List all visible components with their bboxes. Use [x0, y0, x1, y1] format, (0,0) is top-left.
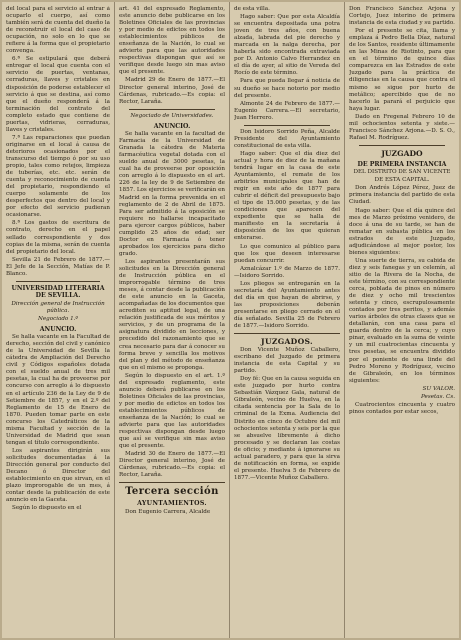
date-line: Aznalcázar 1.º de Marzo de 1877.—Isidoro Sorrido.	[234, 265, 340, 279]
paragraph: Los aspirantes dirigirán sus solicitudes documentadas á la Dirección general por conducto del Decano ó Director del establecimiento en que sirvan, en el plazo improrogable de un mes, á contar desde la publicación de este anuncio en la Gaceta.	[6, 447, 110, 504]
column-3	[234, 6, 340, 634]
paragraph: art. 41 del expresado Reglamento, este anuncio debe publicarse en los Boletines Oficiales de las provincias y por medio de edictos en todos los establecimientos públicos de enseñanza de la Nación, lo cual se advierte para que las autoridades respectivas dispongan que así se verifique desde luego sin mas aviso que el presente.	[119, 6, 225, 76]
paragraph: Don Eugenio Carrera, Alcalde	[125, 508, 211, 515]
section-subheading: Dirección general de Instrucción pública.	[11, 300, 105, 314]
divider	[359, 145, 445, 146]
divider	[16, 281, 100, 282]
column-rule	[344, 2, 345, 638]
section-subheading: Negociado de Universidades.	[130, 112, 214, 119]
date-line: Madrid 30 de Enero de 1877.—El Director general interino, José de Cárdenas, rubricado.—Es copia: el Rector, Laraña.	[119, 451, 225, 479]
announcement-heading: ANUNCIO.	[39, 325, 77, 333]
column-rule	[229, 2, 230, 638]
column-rule	[114, 2, 115, 638]
paragraph: Los aspirantes presentarán sus solicitudes en la Dirección general de Instrucción pública en el improrrogable término de tres meses, á contar desde la publicación de este anuncio en la Gaceta, acompañadas de los documentos que acrediten su aptitud legal, de una relación justificada de sus méritos y servicios, y de un programa de la asignatura dividido en lecciones, y precedido del razonamiento que se crea necesario para dar á conocer su forma breve y sencilla los motivos del plan y del método de enseñanza que en el mismo se proponga.	[119, 258, 225, 371]
paragraph: de esta villa.	[234, 6, 270, 12]
paragraph: Para que pueda llegar á noticia de su dueño se hace notorio por medio del presente.	[234, 78, 340, 99]
newspaper-page	[2, 2, 459, 638]
section-subheading: AYUNTAMIENTOS.	[137, 500, 207, 508]
negociado-label: Negociado 1.º	[37, 315, 79, 322]
section-title: JUZGADO	[381, 148, 423, 158]
section-heading: UNIVERSIDAD LITERARIA DE SEVILLA.	[11, 284, 105, 300]
paragraph: Don Andrés López Pérez, Juez de primera instancia del partido de esta Ciudad.	[349, 185, 455, 206]
paragraph: 8.ª Los gastos de escritura de contrato, derecho en el papel sellado correspondiente y dos copias de la misma, serán de cuenta del propietario del local.	[6, 220, 110, 255]
divider	[244, 125, 330, 126]
section-subheading: DE ESTA CAPITAL.	[374, 177, 430, 184]
value-label: SU VALOR.	[422, 385, 455, 392]
paragraph: Según lo dispuesto en el art. 1.º del expresado reglamento, este anuncio deberá publicarse en los Boletines Oficiales de las provincias, y por medio de edictos en todos los establecimientos públicos de enseñanza de la Nación; lo cual se advierte para que las autoridades respectivas dispongan desde luego que así se verifique sin mas aviso que el presente.	[119, 372, 225, 450]
paragraph: Hago saber: Que por esta Alcaldía se encuentra depositada una potra joven de tres años, con buena alzada, labrada del pie derecho y marcada en la nalga derecha, por haberla sido encontrada extraviada por D. Antonio Calvo Herrandez en el día de ayer, al sitio de Vereda del Rocío de este término.	[234, 14, 340, 77]
date-line: Madrid 29 de Enero de 1877.—El Director general interino, José de Cárdenas, rubricado.—Es copia: el Rector, Laraña.	[119, 77, 225, 105]
section-subheading: DEL DISTRITO DE SAN VICENTE	[353, 169, 451, 176]
paragraph: Cuatrocientos cincuenta y cuatro pinos contados por estar secos,	[349, 401, 455, 415]
date-line: Dado en Fregenal Febrero 10 de mil ochocientos setenta y siete.—Francisco Sánchez Arjona.—D. S. O., Rafael M. Rodríguez.	[349, 113, 455, 141]
paragraph: Una suerte de tierra, su cabida de diez y seis fanegas y un celemín, al sitio de la Rivera de la Nocha, de este término, con su correspondiente cerca, poblada de pinos en número de diez y ocho mil trescientos setenta y cinco, escrupulosamente contados por tres peritos, y además varios árboles de otras clases que se detallarán, con una casa para el guarda dentro de la cerca; y cuyo pinar, evaluado en la suma de veinte y un mil cuatrocientas cincuenta y tres pesetas, se encuentra dividido por el poniente de una linde del Pedro Moreno y Rodríguez, vecino de Gibraleón, en los términos siguientes:	[349, 257, 455, 384]
paragraph: Don Isidoro Sorrido Peña, Alcalde Presidente del Ayuntamiento constitucional de esta villa.	[234, 128, 340, 149]
paragraph: 7.ª Las reparaciones que puedan originarse en el local á causa de deterioros ocasionados por el transcurso del tiempo ó por su uso propio, tales como retejos, limpieza de tuberías, etc. etc. serán de cuenta y reconocimiento de cuenta del propietario, respondiendo el cuerpo solamente de los desperfectos que dentro del local y por efecto del servicio pudieran ocasionarse.	[6, 134, 110, 219]
announcement-heading: ANUNCIO.	[153, 122, 191, 130]
column-4	[349, 6, 455, 634]
divider	[129, 109, 215, 110]
section-title: Tercera sección	[125, 486, 219, 498]
divider	[234, 333, 340, 334]
paragraph: Según lo dispuesto en el	[12, 505, 82, 512]
paragraph: Por el presente se cita, llama y emplaza á Pedro Bella Díaz, natural de los Santos, residente últimamente en las Minas de Riotinto, para que en el término de quince días comparezca en las Estrados de este Juzgado para la práctica de diligencias en la causa que contra el mismo se sigue por hurto de metálico; apercibido que de no hacerlo la parará el perjuicio que haya lugar.	[349, 28, 455, 112]
paragraph: Se halla vacante en la Facultad de derecho, sección del civil y canónico de la Universidad de Sevilla la cátedra de Ampliación del Derecho civil y Códigos españoles dotada con el sueldo anual de tres mil pesetas, la cual ha de proveerse por concurso con arreglo á lo dispuesto en el artículo 236 de la Ley de 9 de Setiembre de 1857, y en el 2.º del Reglamento de 15 de Enero de 1870. Pueden tomar parte en este concurso los Catedráticos de la misma Facultad y sección de la Universidad de Madrid que sean tengan el título correspondiente.	[6, 334, 110, 446]
divider	[119, 482, 225, 483]
paragraph: Hago saber: Que el día diez del actual y hora de diez de la mañana tendrá lugar en la casa de este Ayuntamiento, el remate de los arbitrios municipales que han de regir en este año de 1877 para cubrir el déficit del presupuesto bajo el tipo de 15.000 pesetas, y de las condiciones que aparecen del expediente que se halla de manifiesto en la secretaría á disposición de los que quieran enterarse.	[234, 150, 340, 242]
column-2	[119, 6, 225, 634]
paragraph: del local para el servicio al entrar á ocuparlo el cuerpo, así como también será de cuenta del dueño la de reconstruir el local del caso de ocupación, no solo en lo que se refiere á la forma que el propietario convenga.	[6, 6, 110, 55]
paragraph: Lo que comunico al público para que los que deseen interesarse puedan concurrir.	[234, 243, 340, 264]
section-subheading: DE PRIMERA INSTANCIA	[357, 160, 447, 168]
column-1	[6, 6, 110, 634]
date-line: Almonte 24 de Febrero de 1877.—Eugenio Carrera.—El secretario, Juan Herrero.	[234, 100, 340, 121]
date-line: Sevilla 21 de Febrero de 1877.—El Jefe de la Sección, Matías de P. Blanco.	[6, 256, 110, 277]
paragraph: 6.ª Se estipulará que deberá entregar el local que cuenta con el servicio de puertas, ventanas, cerraduras, llaves y cristales en disposición de poderse establecer el servicio á que se destina, así como que el dueño responderá á la terminación del contrato del completo estado que contiene de puertas, vidrieras, cerraduras, llaves y cristales.	[6, 56, 110, 133]
section-title: JUZGADOS.	[261, 337, 313, 347]
paragraph: Don Vicente Muñoz Caballero, escribano del Juzgado de primera instancia de esta Capital y su partido.	[234, 347, 340, 375]
paragraph: Los pliegos se entregarán en la secretaría del Ayuntamiento antes del día en que hayan de abrirse, y las proposiciones deberán presentarse en pliego cerrado en el día señalado. Sevilla 25 de Febrero de 1877.—Isidoro Sorrido.	[234, 280, 340, 330]
paragraph: Hago saber: Que el día quince del mes de Marzo próximo venidero, de doce á una de su tarde, se han de rematar en subasta pública en los estrados de este Juzgado, adjudicándose al mejor postor, los bienes siguientes:	[349, 207, 455, 256]
paragraph: Se halla vacante en la facultad de Farmacia de la Universidad de Granada la cátedra de Materia farmacéutica vegetal dotada con el sueldo anual de 3000 pesetas, la cual ha de proveerse por oposición con arreglo á lo dispuesto en el art. 226 de la ley de 9 de Setiembre de 1857. Los ejercicios se verificarán en Madrid en la forma prevenida en el reglamento de 2 de Abril de 1875. Para ser admitido á la oposición se requiere no hallarse incapacitado para ejercer cargos públicos, haber cumplido 25 años de edad; ser Doctor en Farmacia ó tener aprobados los ejercicios para dicho grado.	[119, 131, 225, 257]
paragraph: Doy fé: Que en la causa seguida en este juzgado por hurto contra Sebastián Vázquez Gala, natural de Gibraleón, vecino de Huelva, en la citada sentencia por la Sala de lo criminal de la Exma. Audiencia del Distrito en cinco de Octubre del mil ochocientos setenta y seis por la que se absuelve libremente á dicho procesado y se declaran las costas de oficio; y mediante á ignorarse su actual paradero, y para que la sirva de notificación en forma, se expide el presente. Huelva 5 de Febrero de 1877.—Vicente Muñoz Caballero.	[234, 376, 340, 481]
value-unit: Pesetas. Cs.	[421, 393, 455, 400]
paragraph: Don Francisco Sánchez Arjona y Cortejo, Juez interino de primera instancia de esta ciudad y su partido.	[349, 6, 455, 27]
